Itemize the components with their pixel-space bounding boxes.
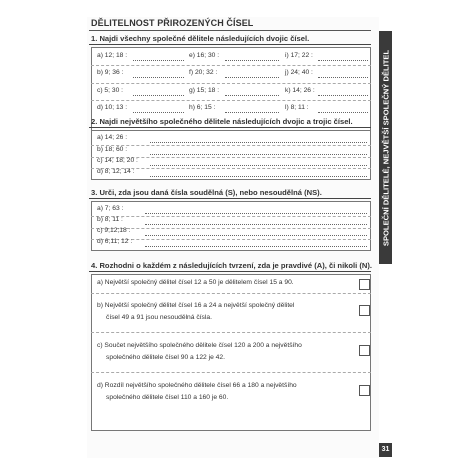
- answer-line[interactable]: [133, 76, 184, 78]
- sidebar-tab: [379, 31, 392, 264]
- statement-line: čísel 49 a 91 jsou nesoudělná čísla.: [106, 314, 212, 321]
- answer-line[interactable]: [133, 111, 184, 113]
- statement-d: [97, 380, 297, 404]
- answer-line[interactable]: [133, 94, 184, 96]
- exercise-item: c) 14; 18; 20 :: [97, 157, 138, 164]
- row-divider: [91, 145, 371, 146]
- answer-line[interactable]: [225, 111, 279, 113]
- exercise-item: g) 15; 18 :: [189, 87, 220, 94]
- statement-line: d) Rozdíl největšího společného dělitele čísel 66 a 180 a největšího: [97, 382, 297, 389]
- answer-line[interactable]: [318, 59, 368, 61]
- row-divider: [91, 83, 371, 84]
- exercise-item: e) 16; 30 :: [189, 52, 220, 59]
- sidebar-label: SPOLEČNÍ DĚLITELÉ, NEJVĚTŠÍ SPOLEČNÝ DĚLITEL: [381, 49, 390, 246]
- exercise-item: c) 9;12;18 :: [97, 227, 131, 234]
- answer-line[interactable]: [145, 245, 367, 247]
- exercise-item: k) 14; 26 :: [285, 87, 315, 94]
- section2-rule: [89, 127, 371, 128]
- answer-checkbox[interactable]: [359, 345, 370, 356]
- exercise-item: h) 6; 15 :: [189, 104, 216, 111]
- section3-heading: 3. Urči, zda jsou daná čísla soudělná (S), nebo nesoudělná (NS).: [91, 188, 322, 197]
- exercise-item: a) 14; 26 :: [97, 134, 128, 141]
- exercise-item: i) 17; 22 :: [285, 52, 313, 59]
- exercise-item: d) 6;11; 12 :: [97, 238, 133, 245]
- answer-line[interactable]: [150, 164, 367, 166]
- answer-line[interactable]: [225, 94, 279, 96]
- answer-checkbox[interactable]: [359, 385, 370, 396]
- statement-c: [97, 340, 302, 364]
- exercise-item: a) 12; 18 :: [97, 52, 128, 59]
- statement-line: společného dělitele čísel 110 a 160 je 60.: [106, 394, 229, 401]
- answer-line[interactable]: [150, 175, 367, 177]
- statement-b: [97, 300, 294, 324]
- answer-line[interactable]: [145, 234, 367, 236]
- exercise-item: a) 7; 63 :: [97, 205, 124, 212]
- exercise-item: l) 8; 11 :: [285, 104, 309, 111]
- row-divider: [91, 332, 371, 333]
- row-divider: [91, 100, 371, 101]
- answer-line[interactable]: [133, 59, 184, 61]
- answer-checkbox[interactable]: [359, 305, 370, 316]
- statement-line: b) Největší společný dělitel čísel 16 a 24 a největší společný dělitel: [97, 302, 295, 309]
- exercise-item: c) 5; 30 :: [97, 87, 124, 94]
- statement-a: [97, 277, 294, 289]
- title-divider: [89, 30, 371, 31]
- answer-line[interactable]: [318, 94, 368, 96]
- statement-line: c) Součet největšího společného dělitele čísel 120 a 200 a největšího: [97, 342, 302, 349]
- row-divider: [91, 239, 371, 240]
- exercise-item: b) 18; 60 :: [97, 146, 128, 153]
- row-divider: [91, 65, 371, 66]
- answer-line[interactable]: [225, 76, 279, 78]
- answer-line[interactable]: [318, 76, 368, 78]
- page-title: DĚLITELNOST PŘIROZENÝCH ČÍSEL: [91, 18, 254, 28]
- page-number: 31: [379, 443, 392, 457]
- section3-rule: [89, 198, 371, 199]
- row-divider: [91, 216, 371, 217]
- section3-box: [91, 201, 371, 251]
- row-divider: [91, 293, 371, 294]
- row-divider: [91, 372, 371, 373]
- section1-heading: 1. Najdi všechny společné dělitele následujících dvojic čísel.: [91, 34, 310, 43]
- answer-line[interactable]: [145, 212, 367, 214]
- answer-line[interactable]: [150, 153, 367, 155]
- section4-rule: [89, 271, 371, 272]
- statement-line: a) Největší společný dělitel čísel 12 a 50 je dělitelem čísel 15 a 90.: [97, 279, 294, 286]
- answer-line[interactable]: [150, 141, 367, 143]
- statement-line: společného dělitele čísel 90 a 122 je 42.: [106, 354, 225, 361]
- exercise-item: b) 9; 36 :: [97, 69, 124, 76]
- exercise-item: d) 8; 12; 14 :: [97, 168, 135, 175]
- answer-line[interactable]: [318, 111, 368, 113]
- section2-heading: 2. Najdi největšího společného dělitele následujících dvojic a trojic čísel.: [91, 117, 353, 126]
- row-divider: [91, 228, 371, 229]
- exercise-item: b) 8; 11 :: [97, 216, 123, 223]
- exercise-item: f) 20; 32 :: [189, 69, 218, 76]
- answer-checkbox[interactable]: [359, 279, 370, 290]
- section4-heading: 4. Rozhodni o každém z následujících tvrzení, zda je pravdivé (A), či nikoli (N).: [91, 261, 373, 270]
- answer-line[interactable]: [145, 223, 367, 225]
- exercise-item: j) 24; 40 :: [285, 69, 313, 76]
- section1-rule: [89, 44, 371, 45]
- answer-line[interactable]: [225, 59, 279, 61]
- exercise-item: d) 10; 13 :: [97, 104, 128, 111]
